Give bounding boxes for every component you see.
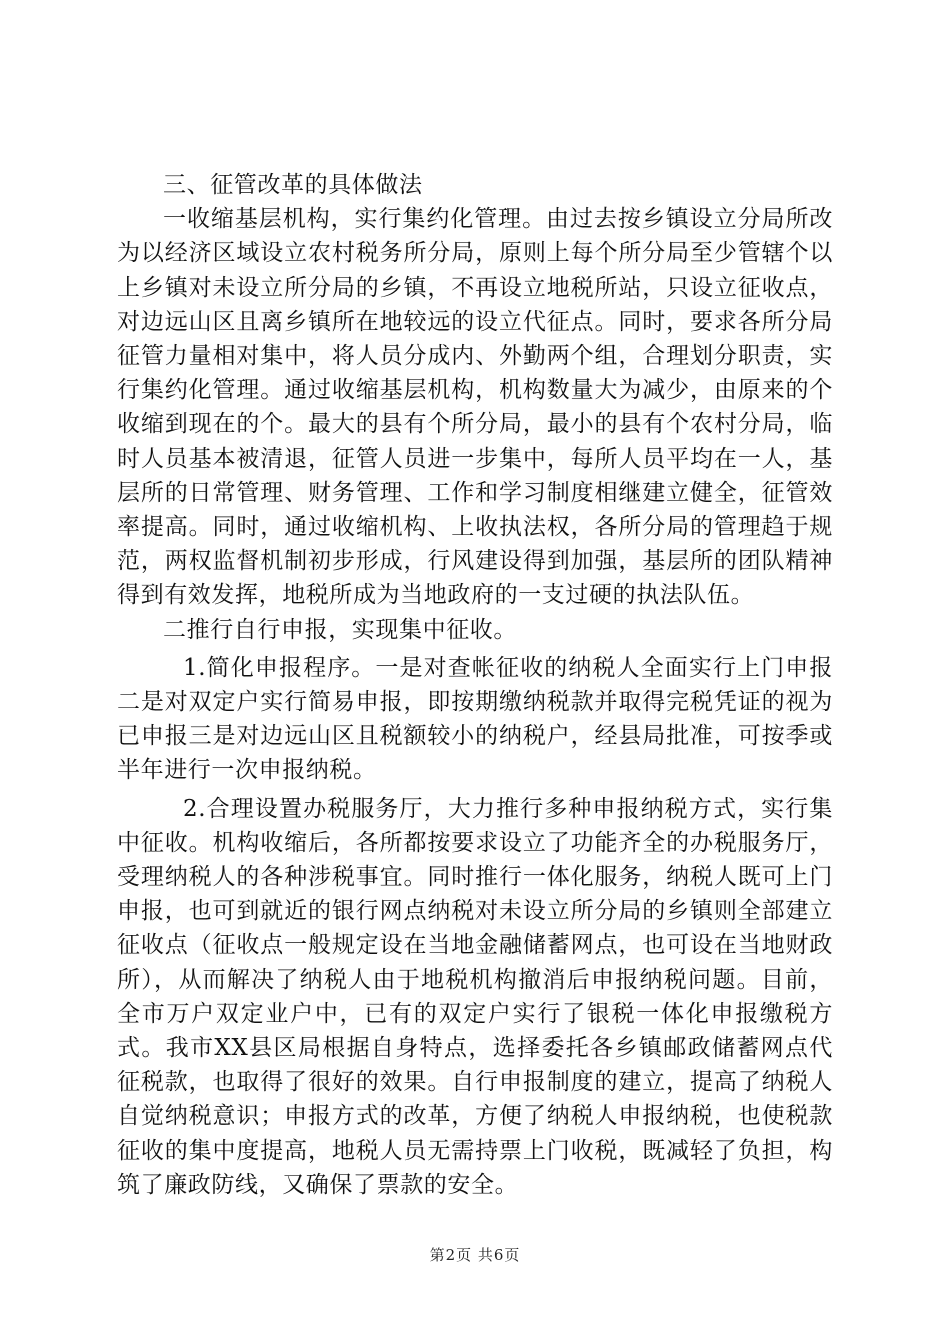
section-heading: 三、征管改革的具体做法 bbox=[163, 172, 423, 198]
document-body bbox=[117, 168, 833, 1202]
paragraph-3: 1.简化申报程序。一是对查帐征收的纳税人全面实行上门申报二是对双定户实行简易申报，即按期缴纳税款并取得完税凭证的视为已申报三是对边远山区且税额较小的纳税户，经县局批准，可按季或半年进行一次申报纳税。 bbox=[117, 654, 833, 784]
paragraph-2: 二推行自行申报，实现集中征收。 bbox=[163, 616, 517, 643]
paragraph-4: 2.合理设置办税服务厅，大力推行多种申报纳税方式，实行集中征收。机构收缩后，各所都按要求设立了功能齐全的办税服务厅，受理纳税人的各种涉税事宜。同时推行一体化服务，纳税人既可上门申报，也可到就近的银行网点纳税对未设立所分局的乡镇则全部建立征收点（征收点一般规定设在当地金融储蓄网点，也可设在当地财政所），从而解决了纳税人由于地税机构撤消后申报纳税问题。目前，全市万户双定业户中，已有的双定户实行了银税一体化申报缴税方式。我市XX县区局根据自身特点，选择委托各乡镇邮政储蓄网点代征税款，也取得了很好的效果。自行申报制度的建立，提高了纳税人自觉纳税意识；申报方式的改革，方便了纳税人申报纳税，也使税款征收的集中度提高，地税人员无需持票上门收税，既减轻了负担，构筑了廉政防线，又确保了票款的安全。 bbox=[117, 795, 833, 1198]
page-footer: 第2页 共6页 bbox=[429, 1246, 521, 1264]
paragraph-1: 一收缩基层机构，实行集约化管理。由过去按乡镇设立分局所改为以经济区域设立农村税务所分局，原则上每个所分局至少管辖个以上乡镇对未设立所分局的乡镇，不再设立地税所站，只设立征收点，对边远山区且离乡镇所在地较远的设立代征点。同时，要求各所分局征管力量相对集中，将人员分成内、外勤两个组，合理划分职责，实行集约化管理。通过收缩基层机构，机构数量大为减少，由原来的个收缩到现在的个。最大的县有个所分局，最小的县有个农村分局，临时人员基本被清退，征管人员进一步集中，每所人员平均在一人，基层所的日常管理、财务管理、工作和学习制度相继建立健全，征管效率提高。同时，通过收缩机构、上收执法权，各所分局的管理趋于规范，两权监督机制初步形成，行风建设得到加强，基层所的团队精神得到有效发挥，地税所成为当地政府的一支过硬的执法队伍。 bbox=[117, 206, 833, 609]
